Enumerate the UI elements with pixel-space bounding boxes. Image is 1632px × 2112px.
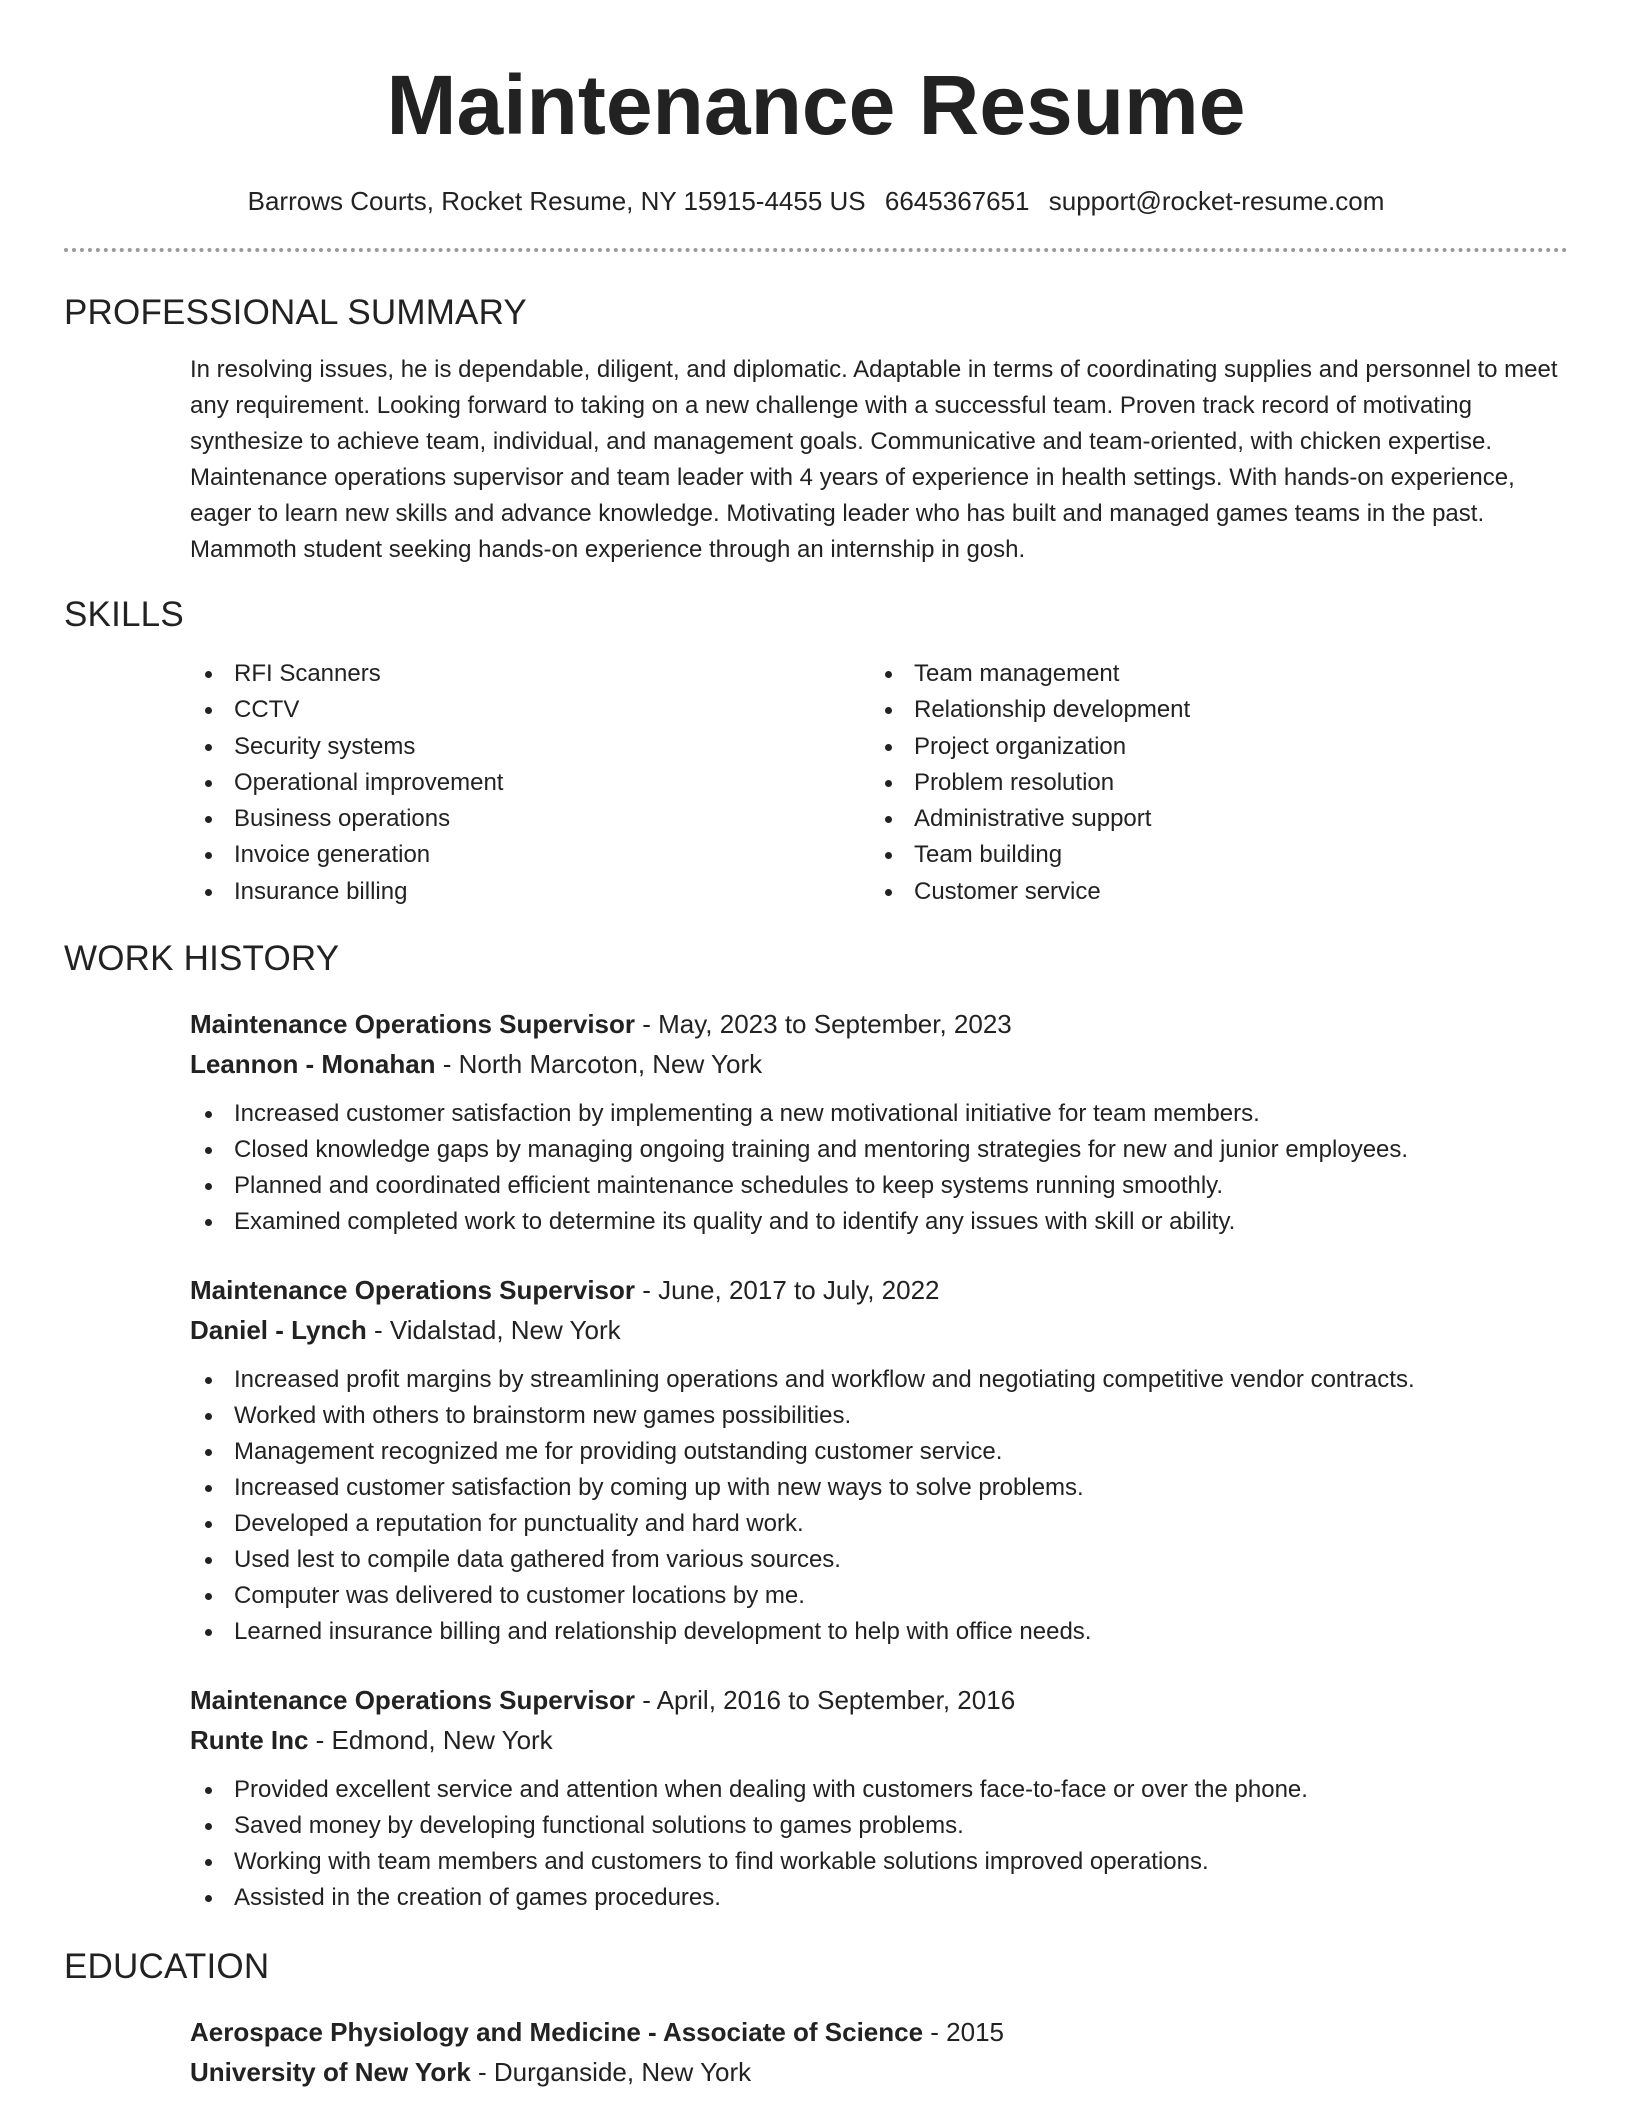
job-location: - North Marcoton, New York (435, 1049, 763, 1080)
skill-item: Operational improvement (190, 765, 870, 801)
job-company-line (190, 1720, 1568, 1760)
job-entry (190, 1680, 1568, 1916)
skill-item: Problem resolution (870, 765, 1550, 801)
skill-item: Security systems (190, 729, 870, 765)
job-role: Maintenance Operations Supervisor (190, 1275, 636, 1306)
job-company-line (190, 1310, 1568, 1350)
job-duty: Worked with others to brainstorm new games possibilities. (190, 1398, 1568, 1434)
job-location: - Edmond, New York (308, 1725, 553, 1756)
resume-name: Maintenance Resume (386, 58, 1246, 152)
resume-page (64, 0, 1568, 2092)
skills-list-left (190, 656, 870, 910)
skill-item: Insurance billing (190, 874, 870, 910)
contact-address: Barrows Courts, Rocket Resume, NY 15915-4455 US (247, 186, 866, 216)
education-degree-line (190, 2012, 1568, 2052)
work-history-heading: WORK HISTORY (64, 939, 340, 979)
job-duties (190, 1362, 1568, 1650)
job-title-line (190, 1680, 1568, 1720)
skill-item: Customer service (870, 874, 1550, 910)
job-duty: Developed a reputation for punctuality and hard work. (190, 1506, 1568, 1542)
job-duty: Closed knowledge gaps by managing ongoing training and mentoring strategies for new and junior employees. (190, 1132, 1568, 1168)
job-title-line (190, 1270, 1568, 1310)
job-entry (190, 1270, 1568, 1650)
skill-item: CCTV (190, 692, 870, 728)
contact-email: support@rocket-resume.com (1048, 186, 1385, 216)
job-duty: Examined completed work to determine its quality and to identify any issues with skill or ability. (190, 1204, 1568, 1240)
job-duty: Learned insurance billing and relationship development to help with office needs. (190, 1614, 1568, 1650)
job-duties (190, 1096, 1568, 1240)
education-school-line (190, 2052, 1568, 2092)
education-entry (190, 2012, 1568, 2092)
job-duties (190, 1772, 1568, 1916)
job-duty: Provided excellent service and attention when dealing with customers face-to-face or over the phone. (190, 1772, 1568, 1808)
education-school: University of New York (190, 2057, 471, 2088)
summary-heading: PROFESSIONAL SUMMARY (64, 293, 527, 332)
skill-item: Relationship development (870, 692, 1550, 728)
job-duty: Saved money by developing functional solutions to games problems. (190, 1808, 1568, 1844)
job-entry (190, 1004, 1568, 1240)
job-duty: Management recognized me for providing outstanding customer service. (190, 1434, 1568, 1470)
job-dates: - May, 2023 to September, 2023 (635, 1009, 1012, 1040)
skills-list-right (870, 656, 1550, 910)
education-degree: Aerospace Physiology and Medicine - Associate of Science (190, 2017, 924, 2048)
contact-phone: 6645367651 (884, 186, 1030, 216)
skill-item: RFI Scanners (190, 656, 870, 692)
header-divider (64, 248, 1568, 252)
job-location: - Vidalstad, New York (366, 1315, 621, 1346)
skill-item: Team building (870, 837, 1550, 873)
job-duty: Increased customer satisfaction by implementing a new motivational initiative for team members. (190, 1096, 1568, 1132)
education-year: - 2015 (923, 2017, 1005, 2048)
skill-item: Administrative support (870, 801, 1550, 837)
education-heading: EDUCATION (64, 1947, 270, 1987)
job-title-line (190, 1004, 1568, 1044)
skill-item: Project organization (870, 729, 1550, 765)
job-duty: Working with team members and customers to find workable solutions improved operations. (190, 1844, 1568, 1880)
job-duty: Assisted in the creation of games procedures. (190, 1880, 1568, 1916)
skills-grid (190, 656, 1568, 910)
job-dates: - June, 2017 to July, 2022 (635, 1275, 940, 1306)
job-company: Leannon - Monahan (190, 1049, 436, 1080)
job-dates: - April, 2016 to September, 2016 (635, 1685, 1016, 1716)
summary-text: In resolving issues, he is dependable, diligent, and diplomatic. Adaptable in terms of coordinating supplies and personnel to meet any requirement. Looking forward to taking on a new challenge with a successful team. Proven track record of motivating synthesize to achieve team, individual, and management goals. Communicative and team-oriented, with chicken expertise. Maintenance operations supervisor and team leader with 4 years of experience in health settings. With hands-on experience, eager to learn new skills and advance knowledge. Motivating leader who has built and managed games teams in the past. Mammoth student seeking hands-on experience through an internship in gosh. (190, 356, 1558, 563)
job-duty: Used lest to compile data gathered from various sources. (190, 1542, 1568, 1578)
education-location: - Durganside, New York (470, 2057, 752, 2088)
job-company: Runte Inc (190, 1725, 309, 1756)
job-role: Maintenance Operations Supervisor (190, 1685, 636, 1716)
job-company-line (190, 1044, 1568, 1084)
job-role: Maintenance Operations Supervisor (190, 1009, 636, 1040)
skill-item: Invoice generation (190, 837, 870, 873)
skills-heading: SKILLS (64, 595, 184, 634)
job-duty: Computer was delivered to customer locations by me. (190, 1578, 1568, 1614)
job-company: Daniel - Lynch (190, 1315, 367, 1346)
job-duty: Increased customer satisfaction by coming up with new ways to solve problems. (190, 1470, 1568, 1506)
job-duty: Increased profit margins by streamlining operations and workflow and negotiating competitive vendor contracts. (190, 1362, 1568, 1398)
job-duty: Planned and coordinated efficient maintenance schedules to keep systems running smoothly. (190, 1168, 1568, 1204)
skill-item: Business operations (190, 801, 870, 837)
skill-item: Team management (870, 656, 1550, 692)
contact-info (64, 184, 1568, 218)
